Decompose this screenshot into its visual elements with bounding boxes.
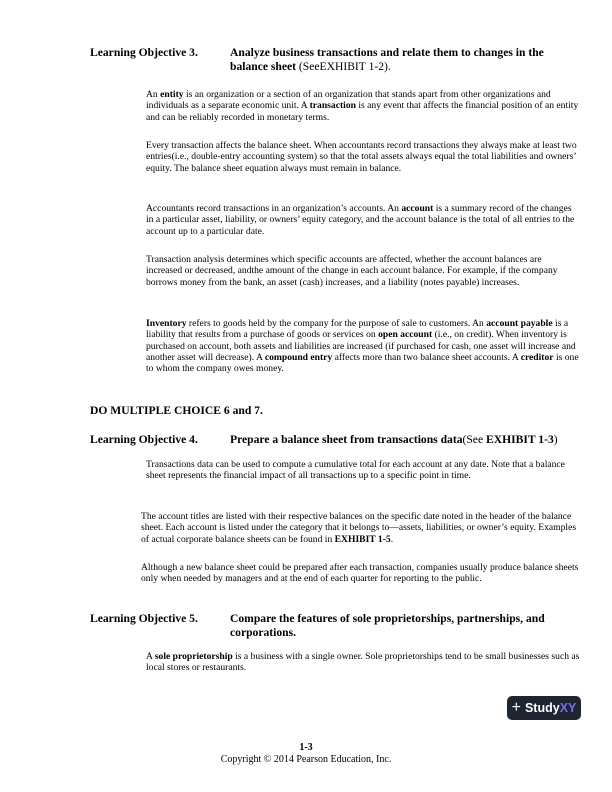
paragraph-transactions-data: Transactions data can be used to compute a cumulative total for each account at any date. Note that a balance sheet represents the financial impact of all transactions up to a specific point in time. [146,459,565,482]
copyright: Copyright © 2014 Pearson Education, Inc. [220,754,392,765]
lo5-label: Learning Objective 5. [90,612,198,625]
badge-xy-text: XY [559,701,577,715]
lo3-label: Learning Objective 3. [90,46,198,59]
paragraph-new-balance-sheet: Although a new balance sheet could be prepared after each transaction, companies usually produce balance sheets only when needed by managers and at the end of each quarter for reporting to the public. [141,562,579,585]
multiple-choice-heading: DO MULTIPLE CHOICE 6 and 7. [90,404,263,417]
paragraph-account: Accountants record transactions in an organization’s accounts. An account is a summary record of the changes in a particular asset, liability, or owners’ equity category, and the account balance is the total of all entries to the account up to a particular date. [146,203,575,237]
paragraph-inventory: Inventory refers to goods held by the company for the purpose of sale to customers. An account payable is a liability that results from a purchase of goods or services on open account (i.e., on credit). When inventory is purchased on account, both assets and liabilities are increased (if purchased for cash, one asset will increase and another asset will decrease). A compound entry affects more than two balance sheet accounts. A creditor is one to whom the company owes money. [146,318,579,375]
paragraph-double-entry: Every transaction affects the balance sheet. When accountants record transactions they always make at least two entries(i.e., double-entry accounting system) so that the total assets always equal the total liabilities and owners’ equity. The balance sheet equation always must remain in balance. [146,140,577,174]
lo5-heading [90,612,570,640]
paragraph-account-titles: The account titles are listed with their respective balances on the specific date noted in the header of the balance sheet. Each account is listed under the category that it belongs to—assets, liabilities, or owner’s equity. Examples of actual corporate balance sheets can be found in EXHIBIT 1-5. [141,511,577,545]
badge-study-text: Study [524,701,560,715]
paragraph-sole-proprietorship: A sole proprietorship is a business with a single owner. Sole proprietorships tend to be small businesses such as local stores or restaurants. [146,651,580,674]
lo4-title: Prepare a balance sheet from transactions data(See EXHIBIT 1-3) [230,433,558,446]
lo5-title: Compare the features of sole proprietorships, partnerships, and corporations. [230,612,545,639]
page-number: 1-3 [299,742,313,753]
plus-icon: + [511,699,521,716]
page-footer [0,742,612,766]
paragraph-transaction-analysis: Transaction analysis determines which specific accounts are affected, whether the account balances are increased or decreased, andthe amount of the change in each account balance. For example, if the company borrows money from the bank, an asset (cash) increases, and a liability (notes payable) increases. [146,254,558,288]
studyxy-badge[interactable] [507,696,581,720]
lo3-heading [90,46,570,74]
lo4-heading [90,433,570,447]
lo4-label: Learning Objective 4. [90,433,198,446]
lo3-exhibit-ref: (SeeEXHIBIT 1-2). [296,60,391,73]
paragraph-entity-transaction: An entity is an organization or a section of an organization that stands apart from other organizations and individuals as a separate economic unit. A transaction is any event that affects the financial position of an entity and can be reliably recorded in monetary terms. [146,89,579,123]
lo4-exhibit-ref: (See EXHIBIT 1-3) [462,433,558,446]
lo3-title: Analyze business transactions and relate them to changes in the balance sheet (SeeEXHIBIT 1-2). [230,46,544,73]
